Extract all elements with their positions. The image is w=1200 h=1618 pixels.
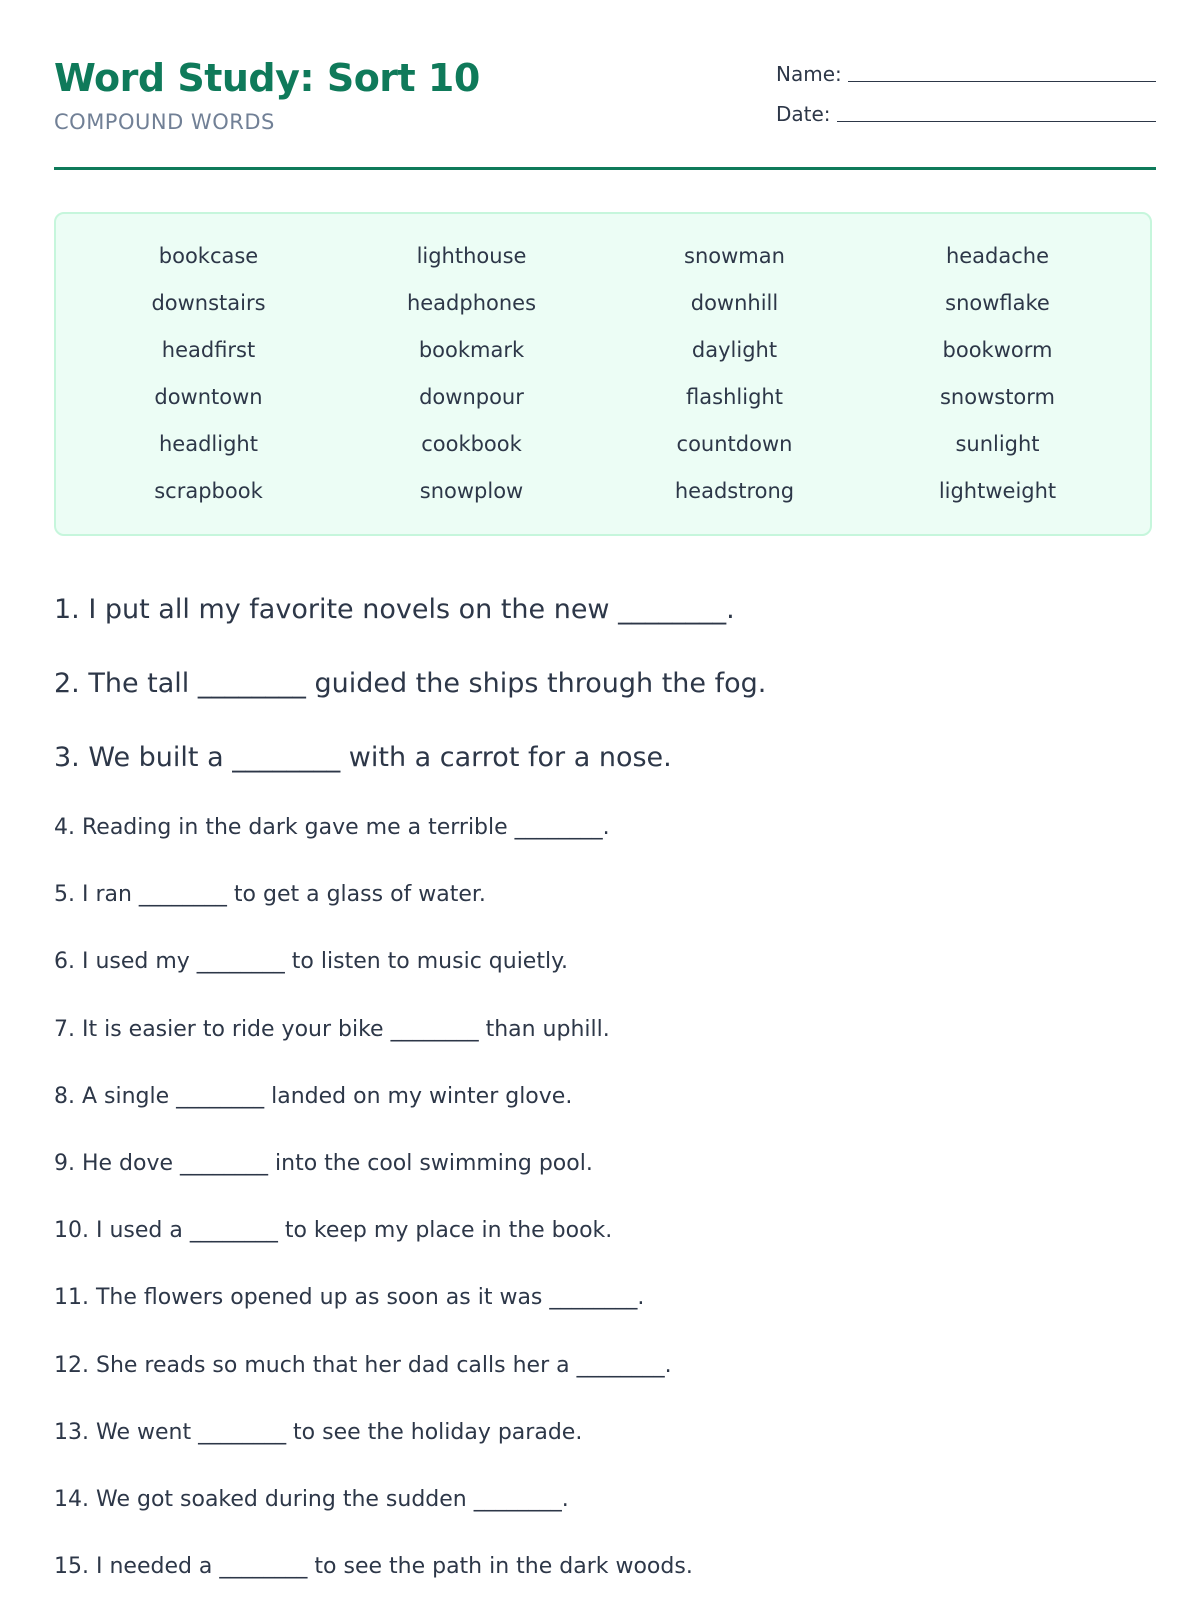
- word-bank-item: headphones: [406, 291, 537, 315]
- sentence-item: 9. He dove ________ into the cool swimming pool.: [54, 1150, 593, 1176]
- word-bank-item: snowstorm: [939, 385, 1056, 409]
- word-bank-item: sunlight: [955, 432, 1040, 456]
- sentence-item: 11. The flowers opened up as soon as it was ________.: [54, 1285, 645, 1311]
- sentence-item: 10. I used a ________ to keep my place in the book.: [54, 1218, 613, 1244]
- sentence-item: 14. We got soaked during the sudden ________.: [54, 1486, 569, 1512]
- word-bank-item: flashlight: [686, 385, 783, 409]
- sentence-item: 8. A single ________ landed on my winter glove.: [54, 1083, 573, 1109]
- sentence-item: 5. I ran ________ to get a glass of water.: [54, 882, 486, 908]
- word-bank-item: lighthouse: [416, 244, 527, 268]
- sentence-item: 7. It is easier to ride your bike ________ than uphill.: [54, 1016, 610, 1042]
- sentence-item: 3. We built a ________ with a carrot for a nose.: [54, 742, 672, 773]
- word-bank-item: downpour: [419, 385, 524, 409]
- header-divider: [54, 167, 1156, 170]
- name-blank-line[interactable]: [848, 80, 1156, 82]
- name-field[interactable]: [776, 62, 1156, 86]
- word-bank-item: headlight: [159, 432, 258, 456]
- word-bank-item: lightweight: [938, 479, 1057, 503]
- sentence-item: 15. I needed a ________ to see the path in the dark woods.: [54, 1554, 693, 1580]
- sentence-item: 1. I put all my favorite novels on the new ________.: [54, 594, 735, 625]
- word-bank-item: cookbook: [421, 432, 522, 456]
- date-label: Date:: [776, 102, 831, 126]
- word-bank-item: headstrong: [674, 479, 795, 503]
- word-bank-item: downstairs: [151, 291, 266, 315]
- word-bank-item: bookcase: [158, 244, 259, 268]
- sentence-item: 13. We went ________ to see the holiday parade.: [54, 1419, 583, 1445]
- page-subtitle: COMPOUND WORDS: [54, 110, 275, 134]
- word-bank-item: snowplow: [419, 479, 524, 503]
- word-bank-item: bookmark: [418, 338, 525, 362]
- sentence-list: [54, 590, 1154, 1618]
- word-bank-item: snowflake: [945, 291, 1050, 315]
- word-bank-item: scrapbook: [154, 479, 263, 503]
- sentence-item: 4. Reading in the dark gave me a terrible ________.: [54, 815, 610, 840]
- date-field[interactable]: [776, 102, 1156, 126]
- name-label: Name:: [776, 62, 842, 86]
- sentence-item: 2. The tall ________ guided the ships through the fog.: [54, 668, 767, 699]
- word-bank-item: downtown: [154, 385, 263, 409]
- word-bank-item: headache: [945, 244, 1050, 268]
- word-bank-item: headfirst: [161, 338, 256, 362]
- word-bank-item: bookworm: [942, 338, 1053, 362]
- word-bank-item: daylight: [691, 338, 778, 362]
- word-bank-grid: [77, 233, 1129, 515]
- sentence-item: 6. I used my ________ to listen to music quietly.: [54, 949, 568, 975]
- word-bank-item: countdown: [676, 432, 793, 456]
- word-bank-item: downhill: [690, 291, 779, 315]
- sentence-item: 12. She reads so much that her dad calls her a ________.: [54, 1352, 672, 1378]
- page-title: Word Study: Sort 10: [54, 56, 480, 100]
- word-bank-item: snowman: [684, 244, 785, 268]
- date-blank-line[interactable]: [837, 120, 1156, 122]
